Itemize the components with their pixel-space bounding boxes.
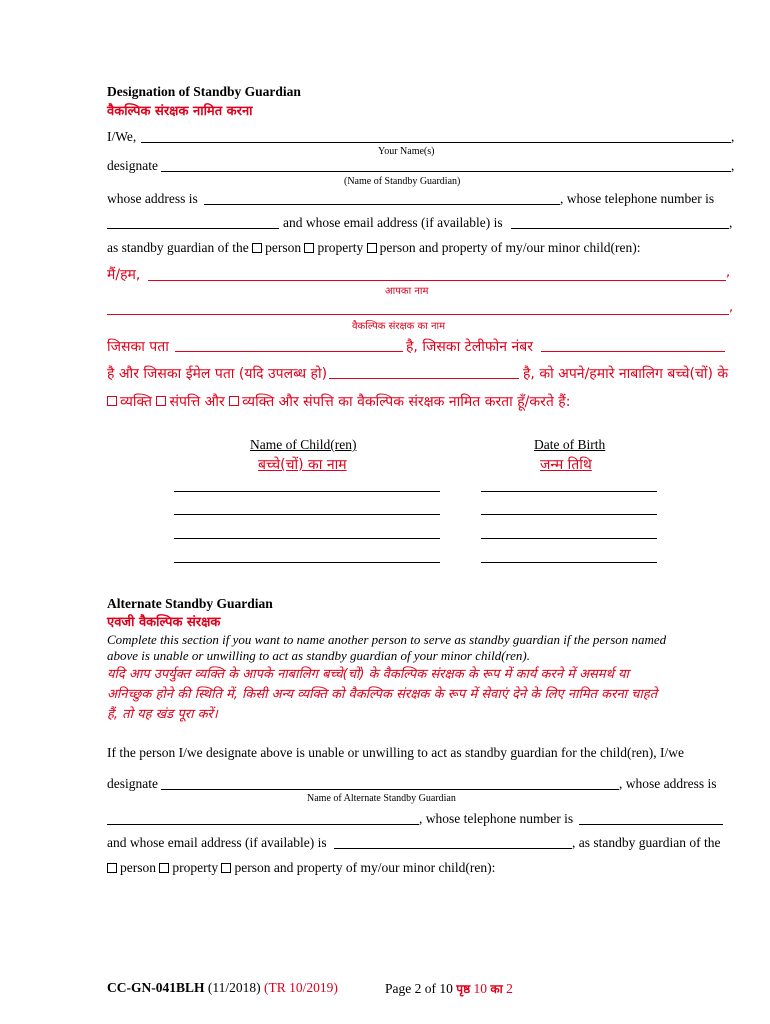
alternate-person-checkbox[interactable] — [107, 863, 117, 873]
child-name-field-2[interactable] — [174, 514, 440, 515]
person-and-property-label: person and property of my/our minor child(ren): — [379, 240, 641, 255]
hindi-address-label: जिसका पता — [107, 339, 169, 355]
hindi-your-names-caption: आपका नाम — [385, 286, 429, 297]
child-name-column-header-hindi: बच्चे(चों) का नाम — [258, 457, 347, 473]
comma: , — [731, 158, 735, 173]
alternate-telephone-label: , whose telephone number is — [419, 811, 574, 826]
dob-column-header: Date of Birth — [534, 437, 606, 452]
person-and-property-checkbox[interactable] — [367, 243, 377, 253]
hindi-person-and-property-checkbox[interactable] — [229, 396, 239, 406]
hindi-email-suffix: है, को अपने/हमारे नाबालिग बच्चे(चों) के — [523, 366, 729, 382]
alternate-standby-of-label: , as standby guardian of the — [572, 835, 721, 850]
alternate-address-label: , whose address is — [619, 776, 717, 791]
footer-page-hi-word: पृष्ठ — [456, 982, 471, 996]
email-label: and whose email address (if available) is — [283, 215, 503, 230]
alternate-person-and-property-checkbox[interactable] — [221, 863, 231, 873]
child-name-column-header: Name of Child(ren) — [250, 437, 357, 452]
person-checkbox[interactable] — [252, 243, 262, 253]
standby-guardian-caption: (Name of Standby Guardian) — [344, 176, 461, 187]
alternate-telephone-field[interactable] — [579, 824, 723, 825]
hindi-person-and-property-label: व्यक्ति और संपत्ति का वैकल्पिक संरक्षक नामित करता हूँ/करते हैं: — [242, 394, 571, 410]
child-dob-field-3[interactable] — [481, 538, 657, 539]
standby-guardian-name-field[interactable] — [161, 171, 731, 172]
hindi-person-checkbox[interactable] — [107, 396, 117, 406]
hindi-standby-guardian-name-field[interactable] — [107, 314, 729, 315]
hindi-email-field[interactable] — [329, 378, 519, 379]
hindi-address-field[interactable] — [175, 351, 403, 352]
alternate-options-row — [107, 860, 495, 876]
footer-form-code: CC-GN-041BLH — [107, 980, 205, 995]
property-checkbox[interactable] — [304, 243, 314, 253]
hindi-property-label: संपत्ति और — [169, 394, 225, 410]
alternate-person-and-property-label: person and property of my/our minor child(ren): — [234, 860, 496, 875]
as-standby-label: as standby guardian of the — [107, 240, 249, 255]
child-name-field-4[interactable] — [174, 562, 440, 563]
hindi-iwe-label: मैं/हम, — [107, 267, 141, 283]
child-name-field-3[interactable] — [174, 538, 440, 539]
footer-form-date: (11/2018) — [207, 980, 261, 995]
alternate-guardian-name-field[interactable] — [161, 789, 619, 790]
child-dob-field-4[interactable] — [481, 562, 657, 563]
alternate-instructions-hindi-line-3: हैं, तो यह खंड पूरा करें। — [107, 707, 218, 722]
hindi-email-label: है और जिसका ईमेल पता (यदि उपलब्ध हो) — [107, 366, 328, 382]
hindi-telephone-label: है, जिसका टेलीफोन नंबर — [406, 339, 533, 355]
comma: , — [726, 265, 731, 280]
hindi-standby-guardian-caption: वैकल्पिक संरक्षक का नाम — [352, 321, 446, 332]
address-label: whose address is — [107, 191, 198, 206]
section-title-alternate-guardian-hindi: एवजी वैकल्पिक संरक्षक — [107, 615, 221, 630]
hindi-your-names-field[interactable] — [148, 280, 726, 281]
standby-options-row — [107, 240, 641, 256]
alternate-instructions-hindi-line-1: यदि आप उपर्युक्त व्यक्ति के आपके नाबालिग बच्चे(चों) के वैकल्पिक संरक्षक के रूप में कार्य करने में असमर्थ या — [107, 667, 629, 682]
property-label: property — [317, 240, 364, 255]
comma: , — [729, 215, 733, 230]
alternate-email-label: and whose email address (if available) is — [107, 835, 327, 850]
person-label: person — [265, 240, 302, 255]
telephone-field[interactable] — [107, 228, 279, 229]
footer-page-hi-total: 10 — [473, 981, 488, 996]
hindi-person-label: व्यक्ति — [120, 394, 153, 410]
footer-form-id — [107, 980, 338, 996]
child-dob-field-1[interactable] — [481, 491, 657, 492]
alternate-instructions-line-2: above is unable or unwilling to act as standby guardian of your minor child(ren). — [107, 648, 530, 663]
address-field[interactable] — [204, 204, 560, 205]
alternate-designate-label: designate — [107, 776, 158, 791]
dob-column-header-hindi: जन्म तिथि — [540, 457, 592, 473]
iwe-label: I/We, — [107, 129, 137, 144]
alternate-guardian-caption: Name of Alternate Standby Guardian — [307, 793, 456, 804]
hindi-telephone-field[interactable] — [541, 351, 725, 352]
comma: , — [729, 300, 734, 315]
alternate-property-checkbox[interactable] — [159, 863, 169, 873]
designate-label: designate — [107, 158, 158, 173]
footer-page-en: Page 2 of 10 — [385, 981, 453, 996]
alternate-address-field[interactable] — [107, 824, 419, 825]
footer-page-number — [385, 980, 513, 997]
section-title-alternate-guardian: Alternate Standby Guardian — [107, 596, 273, 611]
email-field[interactable] — [511, 228, 729, 229]
alternate-email-field[interactable] — [334, 848, 572, 849]
section-title-standby-guardian-hindi: वैकल्पिक संरक्षक नामित करना — [107, 104, 253, 119]
comma: , — [731, 129, 735, 144]
child-dob-field-2[interactable] — [481, 514, 657, 515]
alternate-person-label: person — [120, 860, 156, 875]
hindi-standby-options-row — [107, 392, 570, 411]
footer-translation: (TR 10/2019) — [264, 980, 338, 995]
alternate-instructions-line-1: Complete this section if you want to name another person to serve as standby guardian if the person named — [107, 632, 667, 647]
footer-page-hi-ka: का — [490, 982, 503, 996]
telephone-label: , whose telephone number is — [560, 191, 715, 206]
your-names-caption: Your Name(s) — [378, 146, 435, 157]
alternate-property-label: property — [172, 860, 219, 875]
alternate-paragraph: If the person I/we designate above is unable or unwilling to act as standby guardian for the child(ren), I/we — [107, 745, 684, 760]
your-names-field[interactable] — [141, 142, 731, 143]
hindi-property-checkbox[interactable] — [156, 396, 166, 406]
child-name-field-1[interactable] — [174, 491, 440, 492]
section-title-standby-guardian: Designation of Standby Guardian — [107, 84, 301, 99]
footer-page-hi-num: 2 — [506, 981, 513, 996]
alternate-instructions-hindi-line-2: अनिच्छुक होने की स्थिति में, किसी अन्य व्यक्ति को वैकल्पिक संरक्षक के रूप में सेवाएं देने के लिए नामित करना चाहते — [107, 687, 658, 702]
